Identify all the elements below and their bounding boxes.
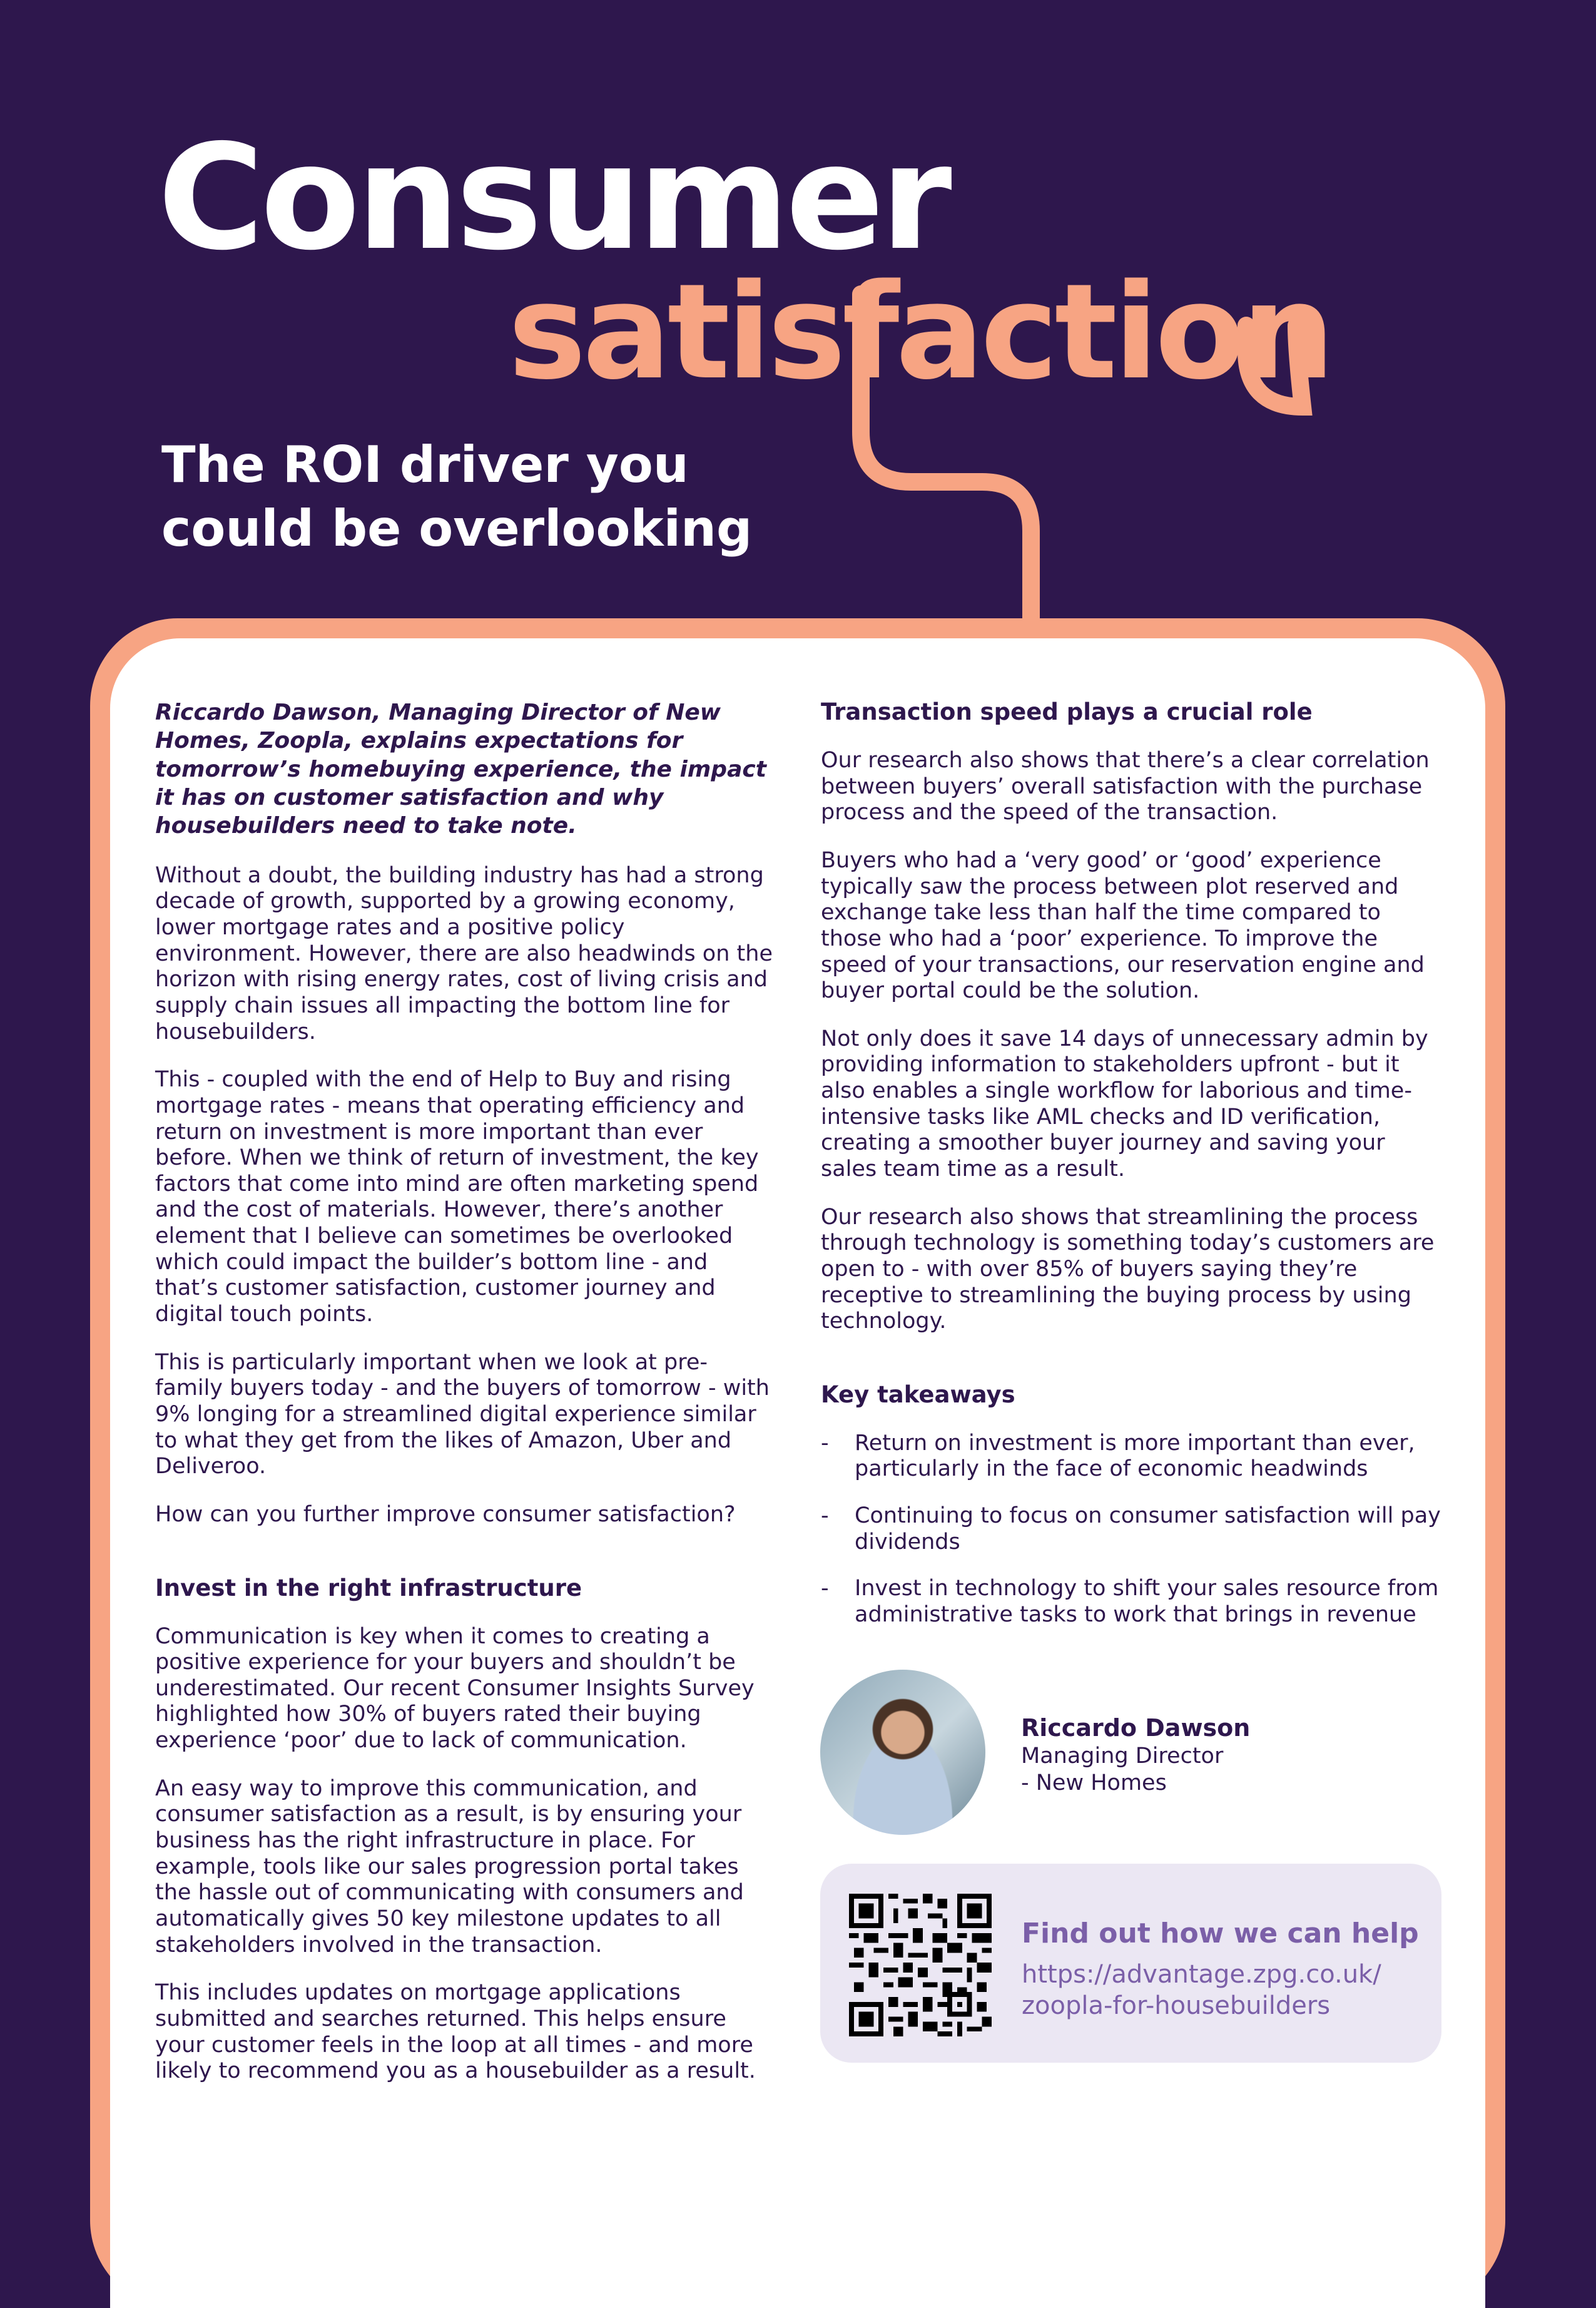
cta-link[interactable]	[1022, 1959, 1381, 2022]
body-paragraph: Without a doubt, the building industry has had a strong decade of growth, supported by a growing economy, lower mortgage rates and a positive policy environment. However, there are also headwinds on the horizon with rising energy rates, cost of living crisis and supply chain issues all impacting the bottom line for housebuilders.	[155, 862, 773, 1044]
right-column	[821, 698, 1446, 1649]
list-dash: -	[821, 1576, 829, 1601]
section-heading-infrastructure: Invest in the right infrastructure	[155, 1574, 582, 1601]
cta-title: Find out how we can help	[1022, 1917, 1419, 1949]
subtitle: The ROI driver you could be overlooking	[161, 436, 753, 558]
cta-link-line-1[interactable]: https://advantage.zpg.co.uk/	[1022, 1960, 1381, 1989]
author-name: Riccardo Dawson	[1021, 1714, 1251, 1742]
body-paragraph: An easy way to improve this communication, and consumer satisfaction as a result, is by ensuring your business has the right infrastructure in place. For example, tools like our sales progression portal takes the hassle out of communicating with consumers and automatically gives 50 key milestone updates to all stakeholders involved in the transaction.	[155, 1775, 744, 1958]
takeaways-list	[821, 1431, 1446, 1628]
qr-code-icon[interactable]	[849, 1894, 992, 2036]
body-paragraph: Communication is key when it comes to creating a positive experience for your buyers and shouldn’t be underestimated. Our recent Consumer Insights Survey highlighted how 30% of buyers rated their buying experience ‘poor’ due to lack of communication.	[155, 1623, 755, 1754]
body-paragraph: How can you further improve consumer satisfaction?	[155, 1501, 736, 1527]
body-paragraph: Buyers who had a ‘very good’ or ‘good’ experience typically saw the process between plot reserved and exchange take less than half the time compared to those who had a ‘poor’ experience. To improve the speed of your transactions, our reservation engine and buyer portal could be the solution.	[821, 847, 1425, 1004]
list-item-text: Return on investment is more important than ever, particularly in the face of economic headwinds	[855, 1430, 1415, 1482]
list-item	[821, 1503, 1446, 1555]
left-column	[155, 698, 775, 2106]
body-paragraph: Not only does it save 14 days of unnecessary admin by providing information to stakeholders upfront - but it also enables a single workflow for laborious and time-intensive tasks like AML checks and ID verification, creating a smoother buyer journey and saving your sales team time as a result.	[821, 1026, 1428, 1182]
author-role: Managing Director	[1021, 1743, 1224, 1769]
section-heading-key-takeaways: Key takeaways	[821, 1381, 1015, 1408]
list-item-text: Invest in technology to shift your sales resource from administrative tasks to work that brings in revenue	[855, 1576, 1439, 1628]
cta-box	[820, 1864, 1441, 2063]
headline-consumer: Consumer	[158, 113, 948, 282]
intro-paragraph: Riccardo Dawson, Managing Director of New Homes, Zoopla, explains expectations for tomorrow’s homebuying experience, the impact it has on customer satisfaction and why housebuilders need to take note.	[155, 700, 766, 839]
author-role-department: - New Homes	[1021, 1770, 1167, 1795]
list-item	[821, 1576, 1446, 1628]
author-avatar	[820, 1670, 985, 1835]
body-paragraph: This includes updates on mortgage applications submitted and searches returned. This helps ensure your customer feels in the loop at all times - and more likely to recommend you as a housebuilder as a result.	[155, 1980, 756, 2084]
cta-link-line-2[interactable]: zoopla-for-housebuilders	[1022, 1991, 1331, 2021]
body-paragraph: Our research also shows that there’s a clear correlation between buyers’ overall satisfaction with the purchase process and the speed of the transaction.	[821, 748, 1430, 825]
list-item-text: Continuing to focus on consumer satisfaction will pay dividends	[855, 1503, 1441, 1555]
list-dash: -	[821, 1430, 829, 1456]
body-paragraph: This is particularly important when we look at pre-family buyers today - and the buyers of tomorrow - with 9% longing for a streamlined digital experience similar to what they get from the likes of Amazon, Uber and Deliveroo.	[155, 1349, 770, 1479]
headline-satisfaction: satisfaction	[508, 255, 1331, 409]
list-item	[821, 1431, 1446, 1483]
section-heading-transaction-speed: Transaction speed plays a crucial role	[821, 698, 1313, 725]
author-block	[1021, 1713, 1250, 1797]
body-paragraph: Our research also shows that streamlining the process through technology is something today’s customers are open to - with over 85% of buyers saying they’re receptive to streamlining the buying process by using technology.	[821, 1204, 1435, 1334]
list-dash: -	[821, 1503, 829, 1529]
body-paragraph: This - coupled with the end of Help to Buy and rising mortgage rates - means that operating efficiency and return on investment is more important than ever before. When we think of return of investment, the key factors that come into mind are often marketing spend and the cost of materials. However, there’s another element that I believe can sometimes be overlooked which could impact the builder’s bottom line - and that’s customer satisfaction, customer journey and digital touch points.	[155, 1067, 759, 1327]
